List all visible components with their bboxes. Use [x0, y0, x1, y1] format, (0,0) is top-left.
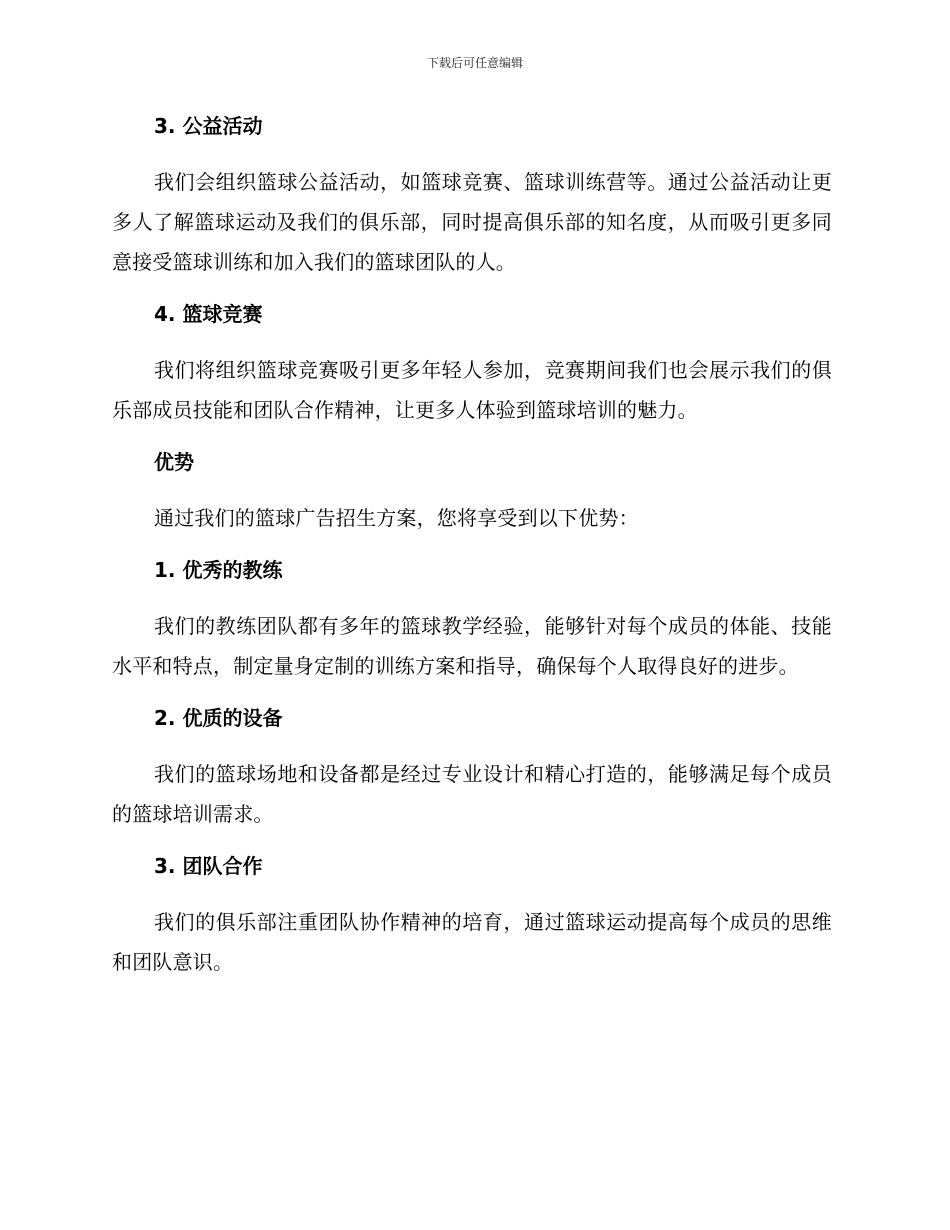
section-heading-advantages: 优势: [154, 450, 194, 474]
paragraph-basketball-competition: 我们将组织篮球竞赛吸引更多年轻人参加，竞赛期间我们也会展示我们的俱乐部成员技能和团队合作精神，让更多人体验到篮球培训的魅力。: [112, 358, 832, 422]
paragraph-teamwork: 我们的俱乐部注重团队协作精神的培育，通过篮球运动提高每个成员的思维和团队意识。: [112, 910, 832, 974]
paragraph-advantages-intro: 通过我们的篮球广告招生方案，您将享受到以下优势：: [154, 506, 639, 530]
section-heading-quality-equipment: 2. 优质的设备: [154, 706, 283, 730]
section-heading-excellent-coaches: 1. 优秀的教练: [154, 558, 283, 582]
section-heading-basketball-competition: 4. 篮球竞赛: [154, 302, 263, 326]
section-heading-charity-activities: 3. 公益活动: [154, 114, 263, 138]
paragraph-charity-activities: 我们会组织篮球公益活动，如篮球竞赛、篮球训练营等。通过公益活动让更多人了解篮球运动及我们的俱乐部，同时提高俱乐部的知名度，从而吸引更多同意接受篮球训练和加入我们的篮球团队的人。: [112, 170, 832, 274]
document-body: [112, 108, 832, 996]
section-heading-teamwork: 3. 团队合作: [154, 854, 263, 878]
paragraph-quality-equipment: 我们的篮球场地和设备都是经过专业设计和精心打造的，能够满足每个成员的篮球培训需求。: [112, 762, 832, 826]
paragraph-excellent-coaches: 我们的教练团队都有多年的篮球教学经验，能够针对每个成员的体能、技能水平和特点，制定量身定制的训练方案和指导，确保每个人取得良好的进步。: [112, 614, 832, 678]
page-header-note: 下载后可任意编辑: [426, 56, 523, 70]
